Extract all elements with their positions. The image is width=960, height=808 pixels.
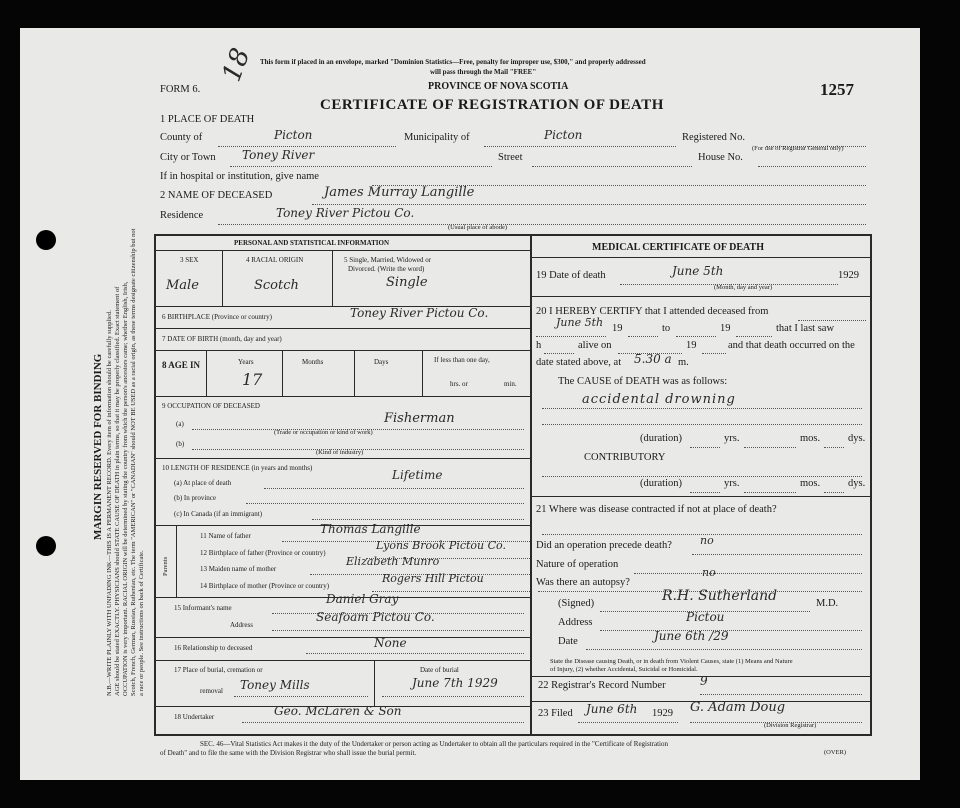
parents-label: Parents bbox=[162, 556, 169, 576]
division-registrar-note: (Division Registrar) bbox=[764, 722, 817, 729]
duration-dys: dys. bbox=[848, 433, 866, 444]
certify-death-occurred: and that death occurred on the bbox=[728, 340, 855, 351]
filed-label: 23 Filed bbox=[538, 708, 573, 719]
days-label: Days bbox=[374, 358, 389, 366]
street-label: Street bbox=[498, 152, 523, 163]
certificate-number: 1257 bbox=[820, 80, 854, 99]
handwritten-mark: 18 bbox=[216, 44, 257, 86]
hrs-label: hrs. or bbox=[450, 380, 468, 388]
occupation-a: (a) bbox=[176, 420, 184, 428]
medical-heading: MEDICAL CERTIFICATE OF DEATH bbox=[592, 242, 764, 253]
state-disease-note-2: of Injury, (2) whether Accidental, Suicidal or Homicidal. bbox=[550, 666, 698, 673]
burial-label: 17 Place of burial, cremation or bbox=[174, 666, 263, 674]
marital-value: Single bbox=[386, 275, 428, 290]
age-label: 8 AGE IN bbox=[162, 360, 201, 370]
registrar-note: (For use of Registrar General only) bbox=[752, 145, 844, 152]
operation-value: no bbox=[700, 534, 714, 547]
death-certificate bbox=[20, 28, 920, 780]
duration-label-2: (duration) bbox=[640, 478, 682, 489]
record-number-label: 22 Registrar's Record Number bbox=[538, 680, 666, 691]
occupation-label: 9 OCCUPATION OF DECEASED bbox=[162, 402, 260, 410]
physician-address-value: Pictou bbox=[686, 610, 725, 624]
sex-label: 3 SEX bbox=[180, 256, 199, 264]
margin-binding-label: MARGIN RESERVED FOR BINDING bbox=[92, 353, 104, 540]
birthplace-value: Toney River Pictou Co. bbox=[350, 306, 489, 320]
contracted-label: 21 Where was disease contracted if not at place of death? bbox=[536, 504, 777, 515]
date-of-death-year: 1929 bbox=[838, 270, 859, 281]
over-label: (OVER) bbox=[824, 749, 847, 756]
duration-yrs-2: yrs. bbox=[724, 478, 740, 489]
father-name-value: Thomas Langille bbox=[320, 522, 421, 536]
certify-date-stated: date stated above, at bbox=[536, 357, 622, 368]
physician-signature: R.H. Sutherland bbox=[662, 588, 778, 604]
filed-value: June 6th bbox=[586, 702, 638, 716]
mail-notice-2: will pass through the Mail "FREE" bbox=[430, 68, 537, 76]
date-of-death-label: 19 Date of death bbox=[536, 270, 606, 281]
contributory-label: CONTRIBUTORY bbox=[584, 452, 666, 463]
signed-label: (Signed) bbox=[558, 598, 595, 609]
registrar-signature: G. Adam Doug bbox=[690, 700, 786, 715]
undertaker-label: 18 Undertaker bbox=[174, 713, 215, 721]
deceased-name-label: 2 NAME OF DECEASED bbox=[160, 190, 273, 201]
certify-alive-on: alive on bbox=[578, 340, 612, 351]
cause-value: accidental drowning bbox=[582, 392, 736, 407]
informant-value: Daniel Gray bbox=[326, 592, 399, 606]
margin-note: AGE should be stated EXACTLY. PHYSICIANS should STATE CAUSE OF DEATH in plain terms, so that it may be properly classified. Exact statement of bbox=[114, 286, 121, 696]
physician-address-label: Address bbox=[558, 617, 593, 628]
certify-time-value: 5.30 a bbox=[634, 352, 672, 366]
racial-origin-value: Scotch bbox=[254, 278, 299, 293]
filed-year: 1929 bbox=[652, 708, 673, 719]
at-place-label: (a) At place of death bbox=[174, 479, 232, 487]
municipality-label: Municipality of bbox=[404, 132, 470, 143]
hospital-label: If in hospital or institution, give name bbox=[160, 171, 319, 182]
physician-date-label: Date bbox=[558, 636, 578, 647]
racial-origin-label: 4 RACIAL ORIGIN bbox=[246, 256, 304, 264]
certify-line-1: 20 I HEREBY CERTIFY that I attended deceased from bbox=[536, 306, 769, 317]
autopsy-value: no bbox=[702, 566, 716, 579]
residence-label: Residence bbox=[160, 210, 204, 221]
burial-date-label: Date of burial bbox=[420, 666, 459, 674]
burial-date-value: June 7th 1929 bbox=[412, 676, 498, 690]
burial-label-2: removal bbox=[200, 687, 223, 695]
sex-value: Male bbox=[166, 278, 199, 293]
in-province-label: (b) In province bbox=[174, 494, 216, 502]
cause-label: The CAUSE of DEATH was as follows: bbox=[558, 376, 728, 387]
father-birthplace-label: 12 Birthplace of father (Province or country) bbox=[200, 549, 326, 557]
father-birthplace-value: Lyons Brook Pictou Co. bbox=[376, 539, 506, 552]
nature-operation-label: Nature of operation bbox=[536, 559, 619, 570]
at-place-value: Lifetime bbox=[392, 468, 443, 482]
dob-label: 7 DATE OF BIRTH (month, day and year) bbox=[162, 335, 282, 343]
length-residence-label: 10 LENGTH OF RESIDENCE (in years and months) bbox=[162, 464, 313, 472]
occupation-value: Fisherman bbox=[384, 411, 455, 426]
informant-address-label: Address bbox=[230, 621, 253, 629]
md-label: M.D. bbox=[816, 598, 839, 609]
mother-birthplace-label: 14 Birthplace of mother (Province or country) bbox=[200, 582, 330, 590]
date-of-death-value: June 5th bbox=[672, 264, 724, 278]
form-number-label: FORM 6. bbox=[160, 84, 201, 95]
county-label: County of bbox=[160, 132, 203, 143]
informant-label: 15 Informant's name bbox=[174, 604, 232, 612]
in-canada-label: (c) In Canada (if an immigrant) bbox=[174, 510, 263, 518]
personal-heading: PERSONAL AND STATISTICAL INFORMATION bbox=[234, 239, 390, 247]
marital-label-2: Divorced. (Write the word) bbox=[348, 265, 425, 273]
duration-mos-2: mos. bbox=[800, 478, 821, 489]
city-value: Toney River bbox=[242, 148, 315, 162]
marital-label: 5 Single, Married, Widowed or bbox=[344, 256, 432, 264]
binding-hole-top bbox=[36, 230, 56, 250]
duration-yrs: yrs. bbox=[724, 433, 740, 444]
less-than-day-label: If less than one day, bbox=[434, 356, 490, 364]
certify-year-3: 19 bbox=[686, 340, 697, 351]
margin-note: Scotch, French, German, Russian, Ruthenian, etc. The term "AMERICAN" or "CANADIAN" should NOT BE USED as a racial origin, as these terms designate citizenship but not bbox=[130, 228, 137, 696]
relationship-value: None bbox=[374, 636, 407, 650]
mail-notice: This form if placed in an envelope, marked "Dominion Statistics—Free, penalty for improper use, $300," and properly addressed bbox=[260, 58, 646, 66]
mother-name-value: Elizabeth Munro bbox=[346, 555, 440, 568]
burial-place-value: Toney Mills bbox=[240, 678, 310, 692]
record-number-value: 9 bbox=[700, 674, 708, 688]
certify-year-1: 19 bbox=[612, 323, 623, 334]
date-of-death-note: (Month, day and year) bbox=[714, 284, 773, 291]
registered-label: Registered No. bbox=[682, 132, 745, 143]
occupation-b: (b) bbox=[176, 440, 185, 448]
physician-date-value: June 6th /29 bbox=[654, 629, 729, 643]
undertaker-value: Geo. McLaren & Son bbox=[274, 704, 402, 718]
margin-note: OCCUPATION is very important. RACIAL ORIGIN will be determined by stating the country from which the person's ancestors came; whether English, Irish, bbox=[122, 281, 129, 696]
duration-mos: mos. bbox=[800, 433, 821, 444]
abode-note: (Usual place of abode) bbox=[448, 224, 508, 231]
margin-note: a race or people. See instructions on back of Certificate. bbox=[138, 550, 145, 696]
city-label: City or Town bbox=[160, 152, 216, 163]
certify-last-saw: that I last saw bbox=[776, 323, 835, 334]
certify-h: h bbox=[536, 340, 542, 351]
operation-label: Did an operation precede death? bbox=[536, 540, 672, 551]
mother-birthplace-value: Rogers Hill Pictou bbox=[382, 572, 484, 585]
years-label: Years bbox=[238, 358, 254, 366]
father-name-label: 11 Name of father bbox=[200, 532, 251, 540]
residence-value: Toney River Pictou Co. bbox=[276, 206, 415, 220]
binding-hole-bottom bbox=[36, 536, 56, 556]
min-label: min. bbox=[504, 380, 517, 388]
birthplace-label: 6 BIRTHPLACE (Province or country) bbox=[162, 313, 273, 321]
relationship-label: 16 Relationship to deceased bbox=[174, 644, 253, 652]
municipality-value: Picton bbox=[544, 128, 583, 142]
months-label: Months bbox=[302, 358, 324, 366]
certify-from-value: June 5th bbox=[556, 316, 604, 329]
certify-m: m. bbox=[678, 357, 689, 368]
state-disease-note: State the Disease causing Death, or in death from Violent Causes, state (1) Means and Nature bbox=[550, 658, 793, 665]
place-of-death-label: 1 PLACE OF DEATH bbox=[160, 114, 255, 125]
certify-to: to bbox=[662, 323, 671, 334]
trade-note: (Trade or occupation or kind of work) bbox=[274, 429, 373, 436]
house-label: House No. bbox=[698, 152, 743, 163]
age-years-value: 17 bbox=[242, 370, 263, 389]
duration-label: (duration) bbox=[640, 433, 682, 444]
margin-note: N.B.—WRITE PLAINLY WITH UNFADING INK—THIS IS A PERMANENT RECORD. Every item of information should be carefully supplied. bbox=[106, 310, 113, 696]
autopsy-label: Was there an autopsy? bbox=[536, 577, 630, 588]
province-heading: PROVINCE OF NOVA SCOTIA bbox=[428, 81, 569, 92]
industry-note: (Kind of industry) bbox=[316, 449, 364, 456]
duration-dys-2: dys. bbox=[848, 478, 866, 489]
mother-name-label: 13 Maiden name of mother bbox=[200, 565, 277, 573]
county-value: Picton bbox=[274, 128, 313, 142]
section-46-note: SEC. 46—Vital Statistics Act makes it the duty of the Undertaker or person acting as Undertaker to obtain all the particulars required in the "Certificate of Registration bbox=[200, 740, 669, 748]
deceased-name-value: James Murray Langille bbox=[324, 185, 475, 200]
section-46-note-2: of Death" and to file the same with the Division Registrar who shall issue the burial permit. bbox=[160, 749, 417, 757]
certify-year-2: 19 bbox=[720, 323, 731, 334]
informant-address-value: Seafoam Pictou Co. bbox=[316, 610, 435, 624]
certificate-title: CERTIFICATE OF REGISTRATION OF DEATH bbox=[320, 97, 664, 113]
